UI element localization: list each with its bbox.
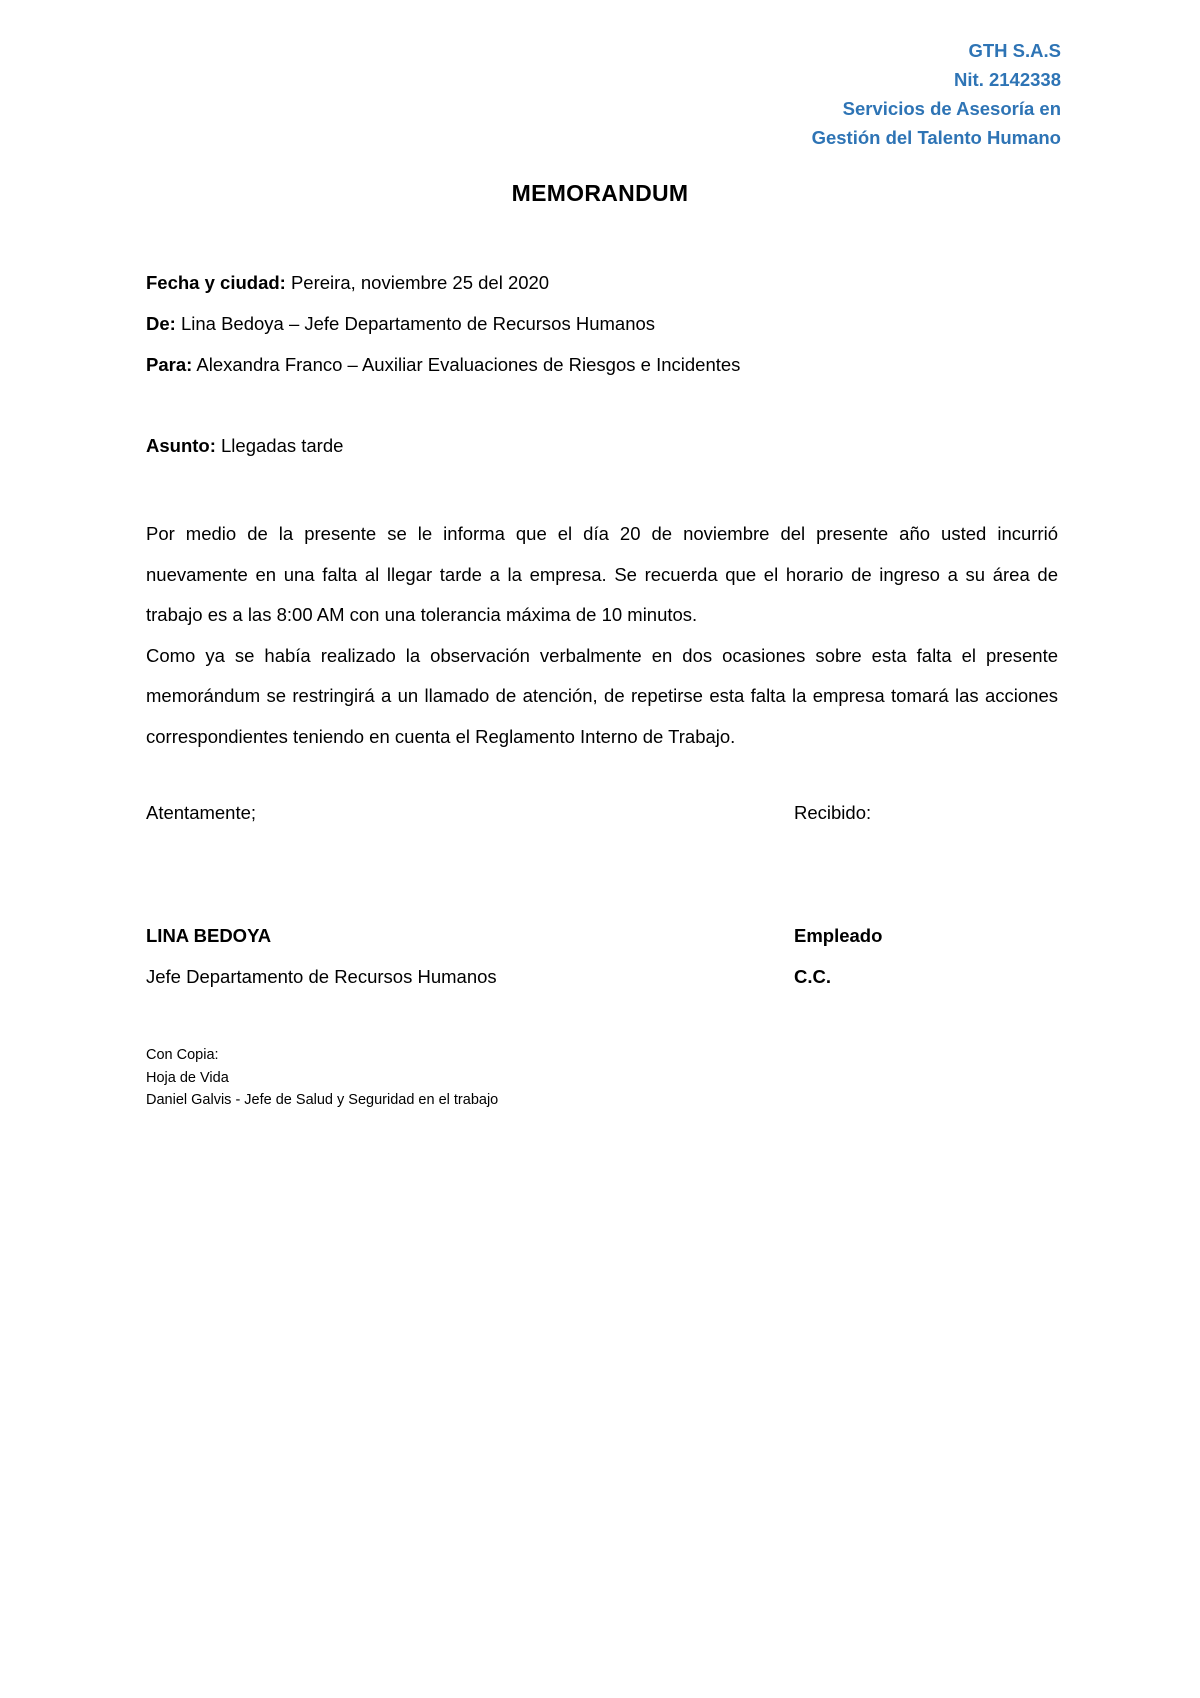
body-paragraph-1: Por medio de la presente se le informa que el día 20 de noviembre del presente año usted incurrió nuevamente en una falta al llegar tarde a la empresa. Se recuerda que el horario de ingreso a su área de trabajo es a las 8:00 AM con una tolerancia máxima de 10 minutos. [146, 523, 1058, 625]
asunto-row [146, 435, 343, 457]
body-paragraph-2: Como ya se había realizado la observación verbalmente en dos ocasiones sobre esta falta el presente memorándum se restringirá a un llamado de atención, de repetirse esta falta la empresa tomará las acciones correspondientes teniendo en cuenta el Reglamento Interno de Trabajo. [146, 644, 1058, 747]
fecha-label: Fecha y ciudad: [146, 272, 286, 293]
closing-right: Recibido: [794, 802, 872, 823]
asunto-value: Llegadas tarde [215, 435, 344, 456]
para-label: Para: [146, 354, 193, 375]
signer-name: LINA BEDOYA [146, 925, 272, 946]
copy-item: Hoja de Vida [146, 1069, 229, 1086]
de-label: De: [146, 313, 176, 334]
document-title: MEMORANDUM [511, 180, 689, 206]
para-value: Alexandra Franco – Auxiliar Evaluaciones de Riesgos e Incidentes [192, 354, 741, 375]
company-name: GTH S.A.S [968, 40, 1061, 61]
asunto-label: Asunto: [146, 435, 216, 456]
recipient-name: Empleado [794, 925, 883, 946]
closing-left: Atentamente; [146, 802, 257, 823]
company-service-line2: Gestión del Talento Humano [811, 127, 1061, 148]
de-row [146, 313, 655, 335]
copies-block [146, 1044, 498, 1112]
fecha-row [146, 272, 549, 294]
copies-label: Con Copia: [146, 1047, 219, 1063]
company-service-line1: Servicios de Asesoría en [842, 98, 1061, 119]
company-header [812, 36, 1061, 152]
para-row [146, 354, 740, 376]
memo-body [146, 514, 1058, 757]
recipient-id: C.C. [794, 966, 831, 987]
de-value: Lina Bedoya – Jefe Departamento de Recursos Humanos [175, 313, 656, 334]
company-nit: Nit. 2142338 [954, 69, 1061, 90]
signer-role: Jefe Departamento de Recursos Humanos [146, 966, 497, 987]
fecha-value: Pereira, noviembre 25 del 2020 [285, 272, 550, 293]
copy-item: Daniel Galvis - Jefe de Salud y Seguridad en el trabajo [146, 1092, 499, 1108]
